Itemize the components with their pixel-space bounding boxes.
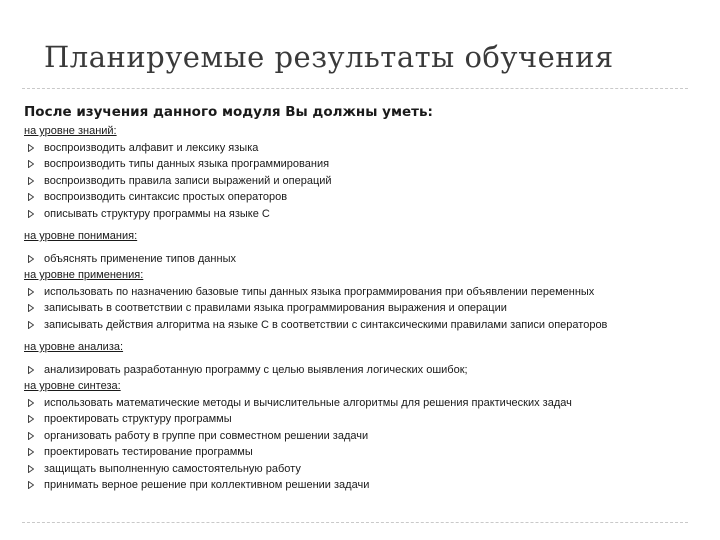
triangle-right-icon xyxy=(26,428,36,445)
list-item: записывать в соответствии с правилами языка программирования выражения и операции xyxy=(24,300,700,317)
triangle-right-icon xyxy=(26,251,36,268)
list-item: использовать математические методы и вычислительные алгоритмы для решения практических задач xyxy=(24,395,700,412)
section-heading: на уровне анализа: xyxy=(24,341,124,353)
subtitle: После изучения данного модуля Вы должны уметь: xyxy=(24,104,433,120)
section-knowledge xyxy=(24,123,700,222)
slide-title: Планируемые результаты обучения xyxy=(44,40,614,74)
section-heading: на уровне понимания: xyxy=(24,230,138,242)
bottom-divider xyxy=(22,522,688,523)
triangle-right-icon xyxy=(26,173,36,190)
triangle-right-icon xyxy=(26,395,36,412)
list-item: записывать действия алгоритма на языке С в соответствии с синтаксическими правилами записи операторов xyxy=(24,317,700,334)
title-divider xyxy=(22,88,688,89)
triangle-right-icon xyxy=(26,477,36,494)
list-item: организовать работу в группе при совместном решении задачи xyxy=(24,428,700,445)
section-heading: на уровне синтеза: xyxy=(24,380,121,392)
list-item: проектировать тестирование программы xyxy=(24,444,700,461)
triangle-right-icon xyxy=(26,140,36,157)
list-item: воспроизводить алфавит и лексику языка xyxy=(24,140,700,157)
triangle-right-icon xyxy=(26,317,36,334)
list-item: защищать выполненную самостоятельную работу xyxy=(24,461,700,478)
list-item: объяснять применение типов данных xyxy=(24,251,700,268)
list-item: воспроизводить типы данных языка программирования xyxy=(24,156,700,173)
triangle-right-icon xyxy=(26,362,36,379)
list-item: использовать по назначению базовые типы данных языка программирования при объявлении переменных xyxy=(24,284,700,301)
section-heading: на уровне знаний: xyxy=(24,125,117,137)
triangle-right-icon xyxy=(26,461,36,478)
list-item: описывать структуру программы на языке С xyxy=(24,206,700,223)
section-analysis xyxy=(24,339,700,378)
triangle-right-icon xyxy=(26,189,36,206)
list-item: воспроизводить синтаксис простых операторов xyxy=(24,189,700,206)
triangle-right-icon xyxy=(26,444,36,461)
triangle-right-icon xyxy=(26,300,36,317)
section-understanding xyxy=(24,228,700,267)
list-item: принимать верное решение при коллективном решении задачи xyxy=(24,477,700,494)
triangle-right-icon xyxy=(26,284,36,301)
section-application xyxy=(24,267,700,333)
triangle-right-icon xyxy=(26,411,36,428)
list-item: воспроизводить правила записи выражений и операций xyxy=(24,173,700,190)
triangle-right-icon xyxy=(26,156,36,173)
section-synthesis xyxy=(24,378,700,494)
section-heading: на уровне применения: xyxy=(24,269,144,281)
list-item: анализировать разработанную программу с целью выявления логических ошибок; xyxy=(24,362,700,379)
triangle-right-icon xyxy=(26,206,36,223)
list-item: проектировать структуру программы xyxy=(24,411,700,428)
content xyxy=(24,103,700,494)
